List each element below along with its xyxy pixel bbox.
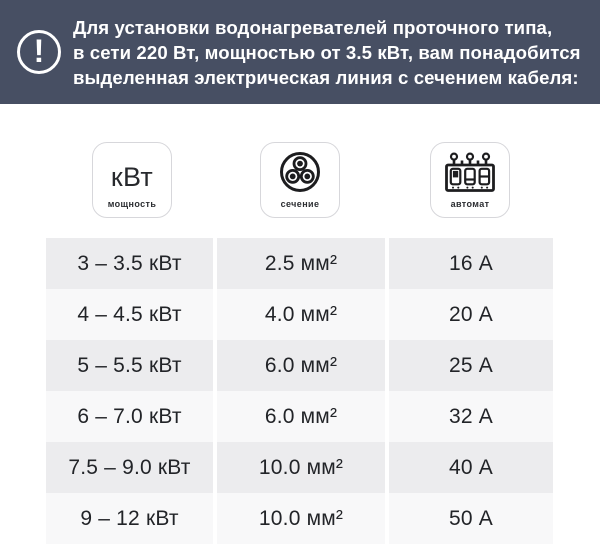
table-cell-section: 2.5 мм² (217, 238, 385, 289)
table-cell-power: 7.5 – 9.0 кВт (46, 442, 213, 493)
spec-table (46, 238, 553, 544)
table-cell-amps: 20 А (389, 289, 553, 340)
legend-card-power (92, 142, 172, 218)
table-cell-section: 10.0 мм² (217, 493, 385, 544)
table-cell-amps: 16 А (389, 238, 553, 289)
table-cell-section: 4.0 мм² (217, 289, 385, 340)
table-cell-section: 10.0 мм² (217, 442, 385, 493)
table-cell-section: 6.0 мм² (217, 391, 385, 442)
exclamation-glyph: ! (33, 33, 45, 69)
table-cell-amps: 40 А (389, 442, 553, 493)
table-cell-power: 9 – 12 кВт (46, 493, 213, 544)
legend-card-section-label: сечение (280, 199, 320, 209)
table-cell-section: 6.0 мм² (217, 340, 385, 391)
circuit-breaker-icon (444, 152, 496, 194)
banner-line-3: выделенная электрическая линия с сечением кабеля: (73, 66, 579, 88)
banner-line-1: Для установки водонагревателей проточного типа, (73, 16, 553, 38)
table-cell-amps: 32 А (389, 391, 553, 442)
table-cell-amps: 50 А (389, 493, 553, 544)
legend-card-breaker-label: автомат (450, 199, 490, 209)
legend-card-breaker (430, 142, 510, 218)
warning-banner (0, 0, 600, 104)
legend-card-power-label: мощность (107, 199, 157, 209)
legend-card-section (260, 142, 340, 218)
cable-cross-section-icon (278, 150, 322, 194)
banner-line-2: в сети 220 Вт, мощностью от 3.5 кВт, вам понадобится (73, 41, 581, 63)
table-cell-power: 3 – 3.5 кВт (46, 238, 213, 289)
table-cell-power: 4 – 4.5 кВт (46, 289, 213, 340)
exclamation-circle-icon (17, 30, 61, 74)
table-cell-amps: 25 А (389, 340, 553, 391)
table-cell-power: 5 – 5.5 кВт (46, 340, 213, 391)
kilowatt-symbol: кВт (110, 162, 154, 192)
banner-text (73, 15, 581, 90)
table-cell-power: 6 – 7.0 кВт (46, 391, 213, 442)
